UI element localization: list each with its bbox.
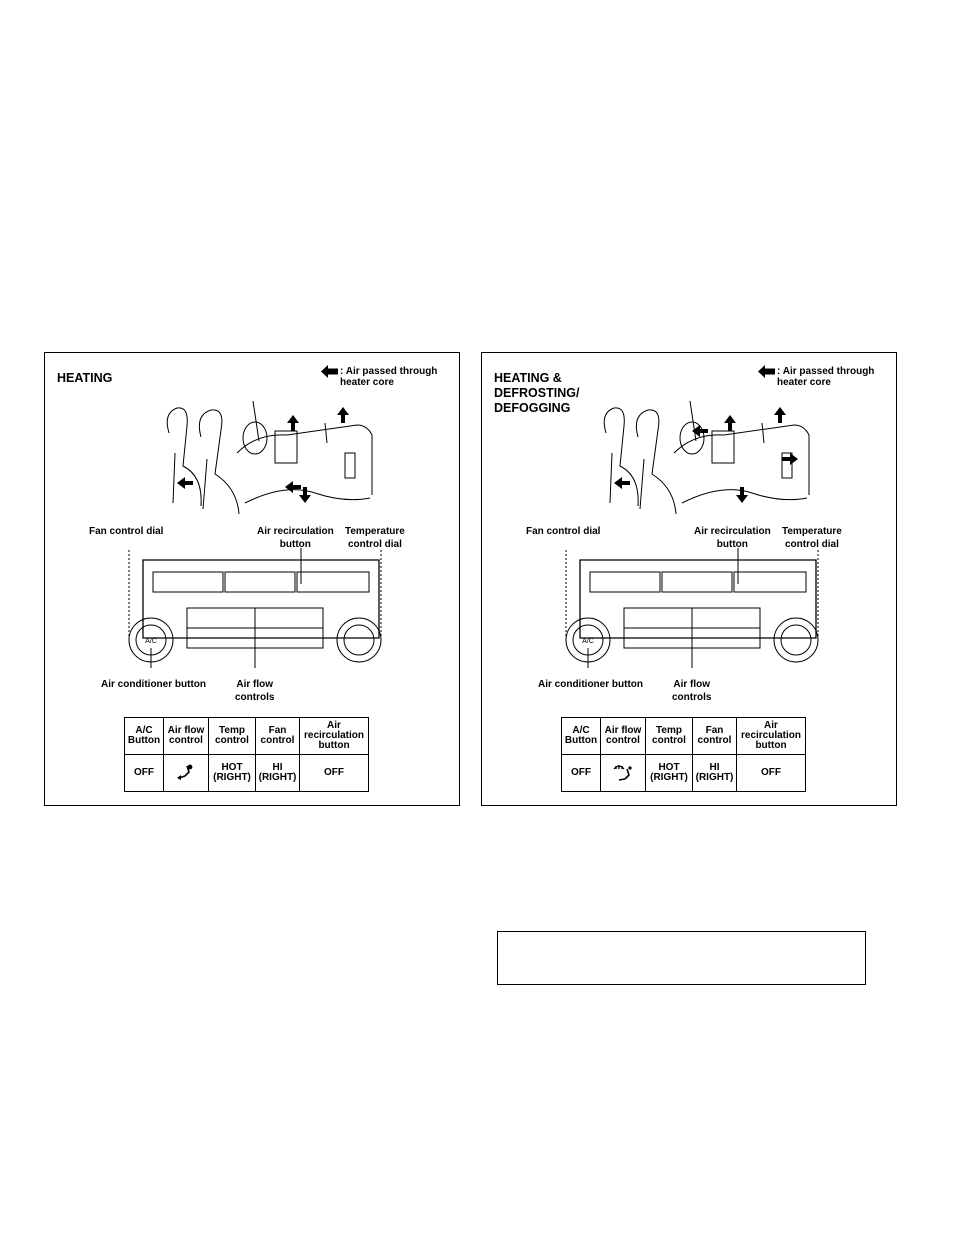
climate-control-panel-drawing	[115, 548, 395, 668]
fan-control-dial-label: Fan control dial	[526, 526, 601, 537]
header-air-recirculation	[300, 718, 369, 755]
air-flow-controls-label: Air flow controls	[672, 679, 712, 703]
temp-value: HOT (RIGHT)	[646, 755, 693, 792]
air-flow-controls-label: Air flow controls	[235, 679, 275, 703]
climate-control-panel-drawing	[552, 548, 832, 668]
recirc-value: OFF	[737, 755, 806, 792]
header-text: Air recirculation button	[303, 720, 365, 751]
header-text: A/C Button	[127, 725, 161, 746]
fan-control-dial-label: Fan control dial	[89, 526, 164, 537]
header-text: A/C Button	[564, 725, 598, 746]
panel-title: HEATING	[57, 371, 113, 385]
settings-table	[124, 717, 369, 792]
header-text: Fan control	[260, 725, 295, 746]
header-air-flow-control	[601, 718, 646, 755]
header-text: Air flow control	[167, 725, 205, 746]
air-recirculation-button-label: Air recirculation button	[257, 526, 334, 550]
header-temp-control	[646, 718, 693, 755]
panel-title: HEATING & DEFROSTING/ DEFOGGING	[494, 371, 580, 415]
header-text: Temp control	[215, 725, 249, 746]
header-text: Air flow control	[604, 725, 642, 746]
header-text: Air recirculation button	[740, 720, 802, 751]
vehicle-interior-airflow-illustration	[592, 393, 812, 523]
black-left-arrow-icon	[758, 365, 775, 378]
ac-knob-label: A/C	[582, 638, 594, 645]
temperature-control-dial-label: Temperature control dial	[345, 526, 405, 550]
floor-vent-icon	[175, 764, 197, 780]
header-text: Fan control	[697, 725, 732, 746]
header-temp-control	[209, 718, 256, 755]
airflow-value	[601, 755, 646, 792]
empty-note-box	[497, 931, 866, 985]
air-conditioner-button-label: Air conditioner button	[538, 679, 643, 690]
legend-text: : Air passed through heater core	[777, 366, 875, 388]
header-air-recirculation	[737, 718, 806, 755]
header-ac-button	[562, 718, 601, 755]
heating-diagram-panel	[44, 352, 460, 806]
airflow-value	[164, 755, 209, 792]
header-text: Temp control	[652, 725, 686, 746]
defrost-floor-vent-icon	[611, 763, 635, 781]
fan-value: HI (RIGHT)	[693, 755, 737, 792]
ac-value: OFF	[125, 755, 164, 792]
ac-value: OFF	[562, 755, 601, 792]
black-left-arrow-icon	[321, 365, 338, 378]
legend-text: : Air passed through heater core	[340, 366, 438, 388]
header-fan-control	[693, 718, 737, 755]
header-fan-control	[256, 718, 300, 755]
recirc-value: OFF	[300, 755, 369, 792]
heating-defrosting-diagram-panel	[481, 352, 897, 806]
temp-value: HOT (RIGHT)	[209, 755, 256, 792]
header-air-flow-control	[164, 718, 209, 755]
ac-knob-label: A/C	[145, 638, 157, 645]
settings-table	[561, 717, 806, 792]
temperature-control-dial-label: Temperature control dial	[782, 526, 842, 550]
fan-value: HI (RIGHT)	[256, 755, 300, 792]
air-recirculation-button-label: Air recirculation button	[694, 526, 771, 550]
vehicle-interior-airflow-illustration	[155, 393, 375, 523]
header-ac-button	[125, 718, 164, 755]
air-conditioner-button-label: Air conditioner button	[101, 679, 206, 690]
